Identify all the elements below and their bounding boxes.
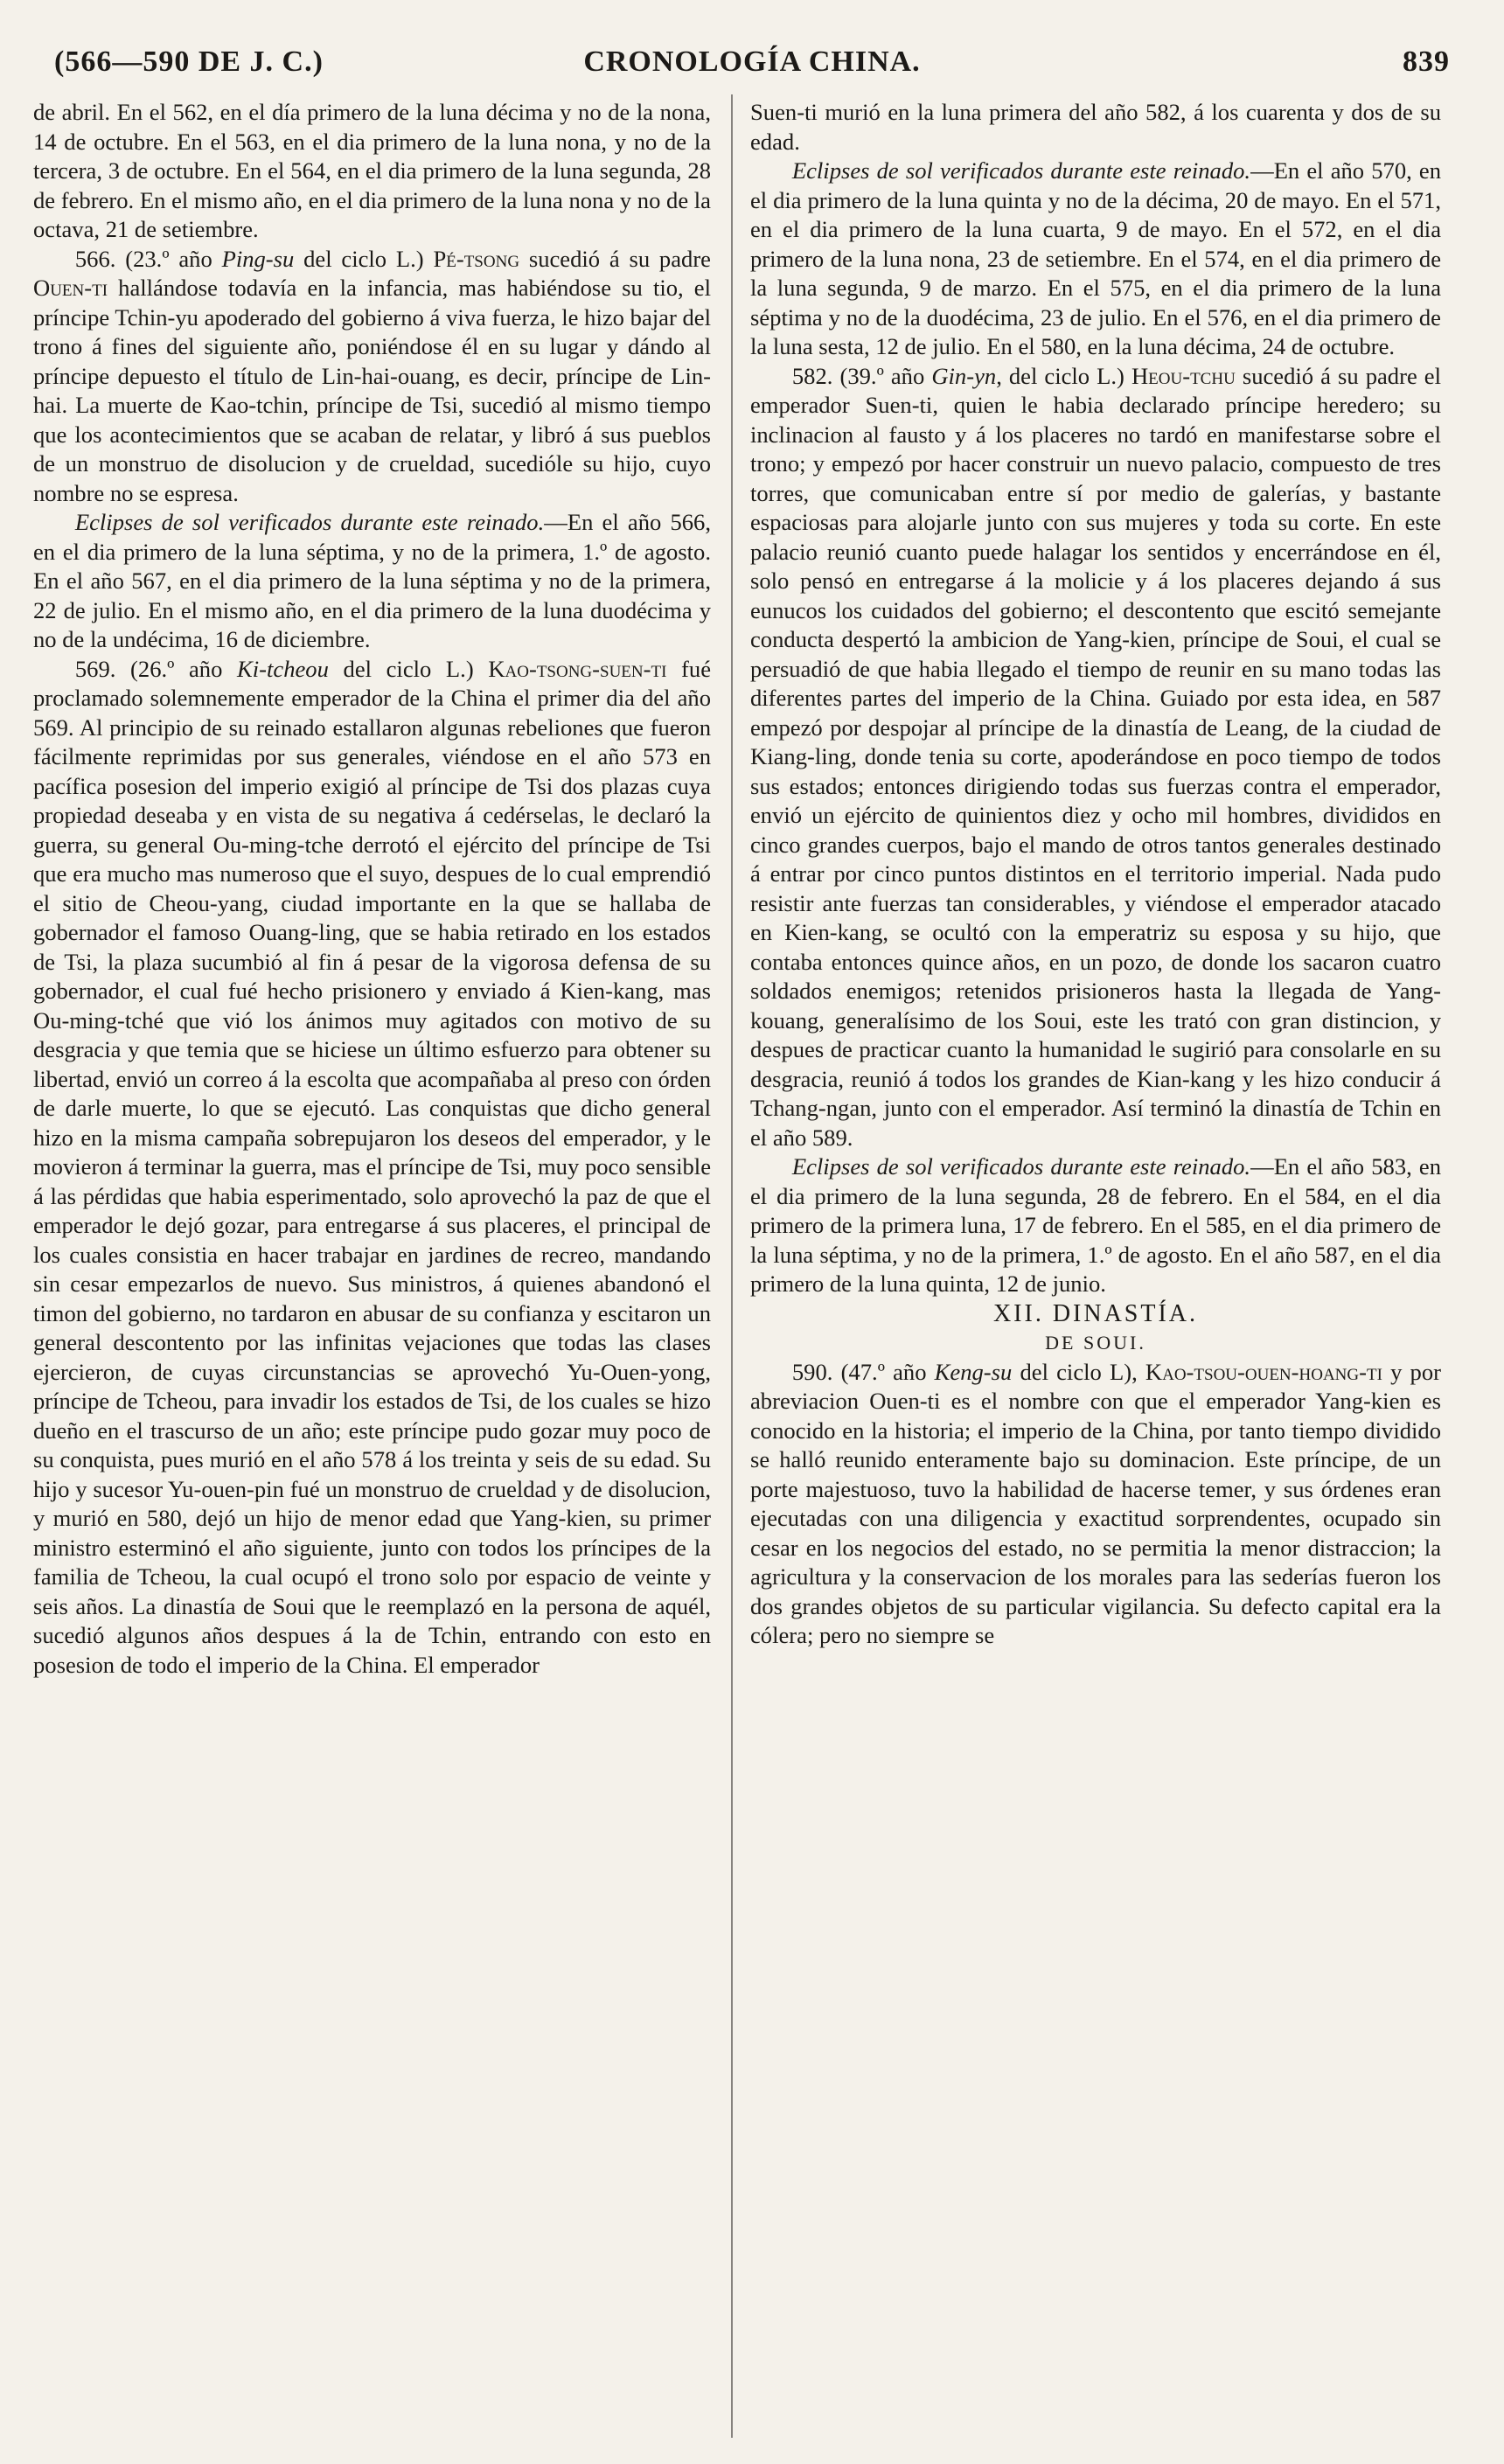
year-number: 566. (74, 245, 116, 272)
emperor-name: Heou-tchu (1131, 362, 1236, 389)
year-number: 569. (74, 655, 116, 682)
dynasty-subtitle: DE SOUI. (1045, 1332, 1146, 1354)
paragraph: Suen-ti murió en la luna primera del año 582, á los cuarenta y dos de su edad. (750, 99, 1441, 155)
eclipse-paragraph (33, 508, 711, 655)
cycle-name: Gin-yn (931, 362, 997, 389)
paragraph-text: fué proclamado solemnemente emperador de la China el primer dia del año 569. Al principio de su reinado estallaron algunas rebeliones que fueron fácilmente reprimidas por sus generales, viéndose en el año 573 en pacífica posesion del imperio exigió al príncipe de Tsi dos plazas cuya propiedad deseaba y en vista de su negativa á cedérselas, le declaró la guerra, su general Ou-ming-tche derrotó el ejército del príncipe de Tsi que era mucho mas numeroso que el suyo, despues de lo cual emprendió el sitio de Cheou-yang, ciudad importante en la que se hallaba de gobernador el famoso Ouang-ling, que se habia retirado en los estados de Tsi, la plaza sucumbió al fin á pesar de la vigorosa defensa de su gobernador, el cual fué hecho prisionero y enviado á Kien-kang, mas Ou-ming-tché que vió los ánimos muy agitados con motivo de su desgracia y que temia que se hiciese un último esfuerzo para obtener su libertad, envió un correo á la escolta que acompañaba al preso con órden de darle muerte, lo que se ejecutó. Las conquistas que dicho general hizo en la misma campaña sobrepujaron los deseos del emperador, y le movieron á terminar la guerra, mas el príncipe de Tsi, muy poco sensible á las pérdidas que habia esperimentado, solo aprovechó la paz de que el emperador le dejó gozar, para entregarse á sus placeres, el principal de los cuales consistia en hacer trabajar en jardines de recreo, mandando sin cesar empezarlos de nuevo. Sus ministros, á quienes abandonó el timon del gobierno, no tardaron en abusar de su confianza y escitaron un general descontento por las infinitas vejaciones que todas las clases ejercieron, de cuyas circunstancias se aprovechó Yu-Ouen-yong, príncipe de Tcheou, para invadir los estados de Tsi, de los cuales se hizo dueño en el trascurso de un año; este príncipe pudo gozar muy poco de su conquista, pues murió en el año 578 á los treinta y seis de su edad. Su hijo y sucesor Yu-ouen-pin fué un monstruo de crueldad y de disolucion, y murió en 580, dejó un hijo de menor edad que Yang-kien, su primer ministro esterminó el año siguiente, junto con todos los príncipes de la familia de Tcheou, la cual ocupó el trono solo por espacio de veinte y seis años. La dinastía de Soui que le reemplazó en la persona de aquél, sucedió algunos años despues á la de Tchin, entrando con esto en posesion de todo el imperio de la China. El emperador (33, 655, 711, 1678)
dynasty-title: XII. DINASTÍA. (992, 1299, 1199, 1327)
running-header (33, 45, 1471, 89)
eclipse-paragraph (750, 1152, 1441, 1299)
column-divider (731, 94, 733, 2438)
header-title: CRONOLOGÍA CHINA. (583, 45, 921, 78)
cycle-name: Ping-su (221, 245, 295, 272)
paragraph-text: sucedió á su padre (519, 245, 711, 272)
year-number: 582. (791, 362, 833, 389)
paragraph-text: sucedió á su padre el emperador Suen-ti, quien le habia declarado príncipe heredero; su inclinacion al fausto y á los placeres no tardó en manifestarse sobre el trono; y empezó por hacer construir un nuevo palacio, compuesto de tres torres, que comunicaban entre sí por medio de galerías, y bastante espaciosas para alojarle junto con sus mujeres y toda su corte. En este palacio reunió cuanto puede halagar los sentidos y encerrándose en él, solo pensó en entregarse á la molicie y á los placeres dejando á sus eunucos los cuidados del gobierno; el descontento que escitó semejante conducta despertó la ambicion de Yang-kien, príncipe de Soui, el cual se persuadió de que habia llegado el tiempo de reunir en su mano todas las diferentes partes del imperio de la China. Guiado por esta idea, en 587 empezó por despojar al príncipe de la dinastía de Leang, de la ciudad de Kiang-ling, donde tenia su corte, apoderándose en poco tiempo de todos sus estados; entonces dirigiendo todas sus fuerzas contra el emperador, envió un ejército de quinientos diez y ocho mil hombres, divididos en cinco grandes cuerpos, bajo el mando de otros tantos generales destinado á entrar por cinco puntos distintos en el territorio imperial. Nada pudo resistir ante fuerzas tan considerables, y viéndose el emperador atacado en Kien-kang, se ocultó con la emperatriz su esposa y su hijo, que contaba entonces quince años, en un pozo, de donde los sacaron cuatro soldados enemigos; retenidos prisioneros hasta la llegada de Yang-kouang, generalísimo de los Soui, este les trató con gran distincion, y despues de practicar cuanto la humanidad le sugirió para consolarle en su desgracia, reunió á todos los grandes de Kian-kang y les hizo conducir á Tchang-ngan, junto con el emperador. Así terminó la dinastía de Tchin en el año 589. (750, 362, 1441, 1151)
paragraph-590 (750, 1358, 1441, 1651)
cycle-suffix: del ciclo L.) (294, 245, 424, 272)
eclipse-heading: Eclipses de sol verificados durante este reinado. (791, 157, 1251, 184)
eclipse-heading: Eclipses de sol verificados durante este reinado. (791, 1153, 1251, 1180)
cycle-suffix: del ciclo L.) (328, 655, 474, 682)
paragraph-text: —En el año 583, en el dia primero de la luna segunda, 28 de febrero. En el 584, en el dia primero de la primera luna, 17 de febrero. En el 585, en el dia primero de la luna séptima, y no de la primera, 1.º de agosto. En el año 587, en el dia primero de la luna quinta, 12 de junio. (750, 1153, 1441, 1297)
cycle-name: Ki-tcheou (237, 655, 329, 682)
paragraph-569 (33, 655, 711, 1681)
year-number: 590. (791, 1358, 833, 1385)
emperor-name: Pé-tsong (433, 245, 520, 272)
cycle-suffix: , del ciclo L.) (996, 362, 1125, 389)
header-date-range: (566—590 DE J. C.) (54, 45, 324, 78)
paragraph-text: —En el año 570, en el dia primero de la luna quinta y no de la décima, 20 de mayo. En el 571, en el dia primero de la luna cuarta, 9 de mayo. En el 572, en el dia primero de la luna nona, 23 de setiembre. En el 574, en el dia primero de la luna segunda, 9 de marzo. En el 575, en el dia primero de la luna séptima y no de la duodécima, 23 de julio. En el 576, en el dia primero de la luna sesta, 12 de julio. En el 580, en la luna décima, 24 de octubre. (750, 157, 1441, 359)
cycle-prefix: (23.º año (125, 245, 222, 272)
eclipse-heading: Eclipses de sol verificados durante este reinado. (74, 509, 545, 535)
right-column (750, 98, 1441, 2441)
paragraph-566 (33, 245, 711, 509)
paragraph-text: —En el año 566, en el dia primero de la luna séptima, y no de la primera, 1.º de agosto. En el año 567, en el dia primero de la luna séptima y no de la primera, 22 de julio. En el mismo año, en el dia primero de la luna duodécima y no de la undécima, 16 de diciembre. (33, 509, 711, 652)
paragraph-text: hallándose todavía en la infancia, mas habiéndose su tio, el príncipe Tchin-yu apoderado del gobierno á viva fuerza, le hizo bajar del trono á fines del siguiente año, poniéndose él en su lugar y dándo al príncipe depuesto el título de Lin-hai-ouang, es decir, príncipe de Lin-hai. La muerte de Kao-tchin, príncipe de Tsi, sucedió al mismo tiempo que los acontecimientos que se acaban de relatar, y libró á sus pueblos de un monstruo de disolucion y de crueldad, sucedióle su hijo, cuyo nombre no se espresa. (33, 275, 711, 506)
cycle-prefix: (39.º año (839, 362, 932, 389)
paragraph: de abril. En el 562, en el día primero de la luna décima y no de la nona, 14 de octubre. En el 563, en el dia primero de la luna nona, y no de la tercera, 3 de octubre. En el 564, en el dia primero de la luna segunda, 28 de febrero. En el mismo año, en el dia primero de la luna nona y no de la octava, 21 de setiembre. (33, 99, 711, 242)
page-number: 839 (1403, 45, 1450, 78)
emperor-name: Kao-tsou-ouen-hoang-ti (1145, 1358, 1382, 1385)
emperor-name: Ouen-ti (33, 275, 108, 301)
cycle-prefix: (47.º año (840, 1358, 935, 1385)
emperor-name: Kao-tsong-suen-ti (488, 655, 667, 682)
cycle-name: Keng-su (934, 1358, 1013, 1385)
paragraph-text: y por abreviacion Ouen-ti es el nombre con que el emperador Yang-kien es conocido en la historia; el imperio de la China, por tanto tiempo dividido se halló reunido enteramente bajo su dominacion. Este príncipe, de un porte majestuoso, tuvo la habilidad de hacerse temer, y sus órdenes eran ejecutadas con una diligencia y exactitud sorprendentes, ocupado sin cesar en los negocios del estado, no se permitia la menor distraccion; la agricultura y la conservacion de los morales para las sederías fueron los dos grandes objetos de su particular vigilancia. Su defecto capital era la cólera; pero no siempre se (750, 1358, 1441, 1648)
paragraph-582 (750, 362, 1441, 1153)
cycle-prefix: (26.º año (130, 655, 238, 682)
eclipse-paragraph (750, 157, 1441, 362)
cycle-suffix: del ciclo L), (1012, 1358, 1138, 1385)
left-column (33, 98, 711, 2441)
